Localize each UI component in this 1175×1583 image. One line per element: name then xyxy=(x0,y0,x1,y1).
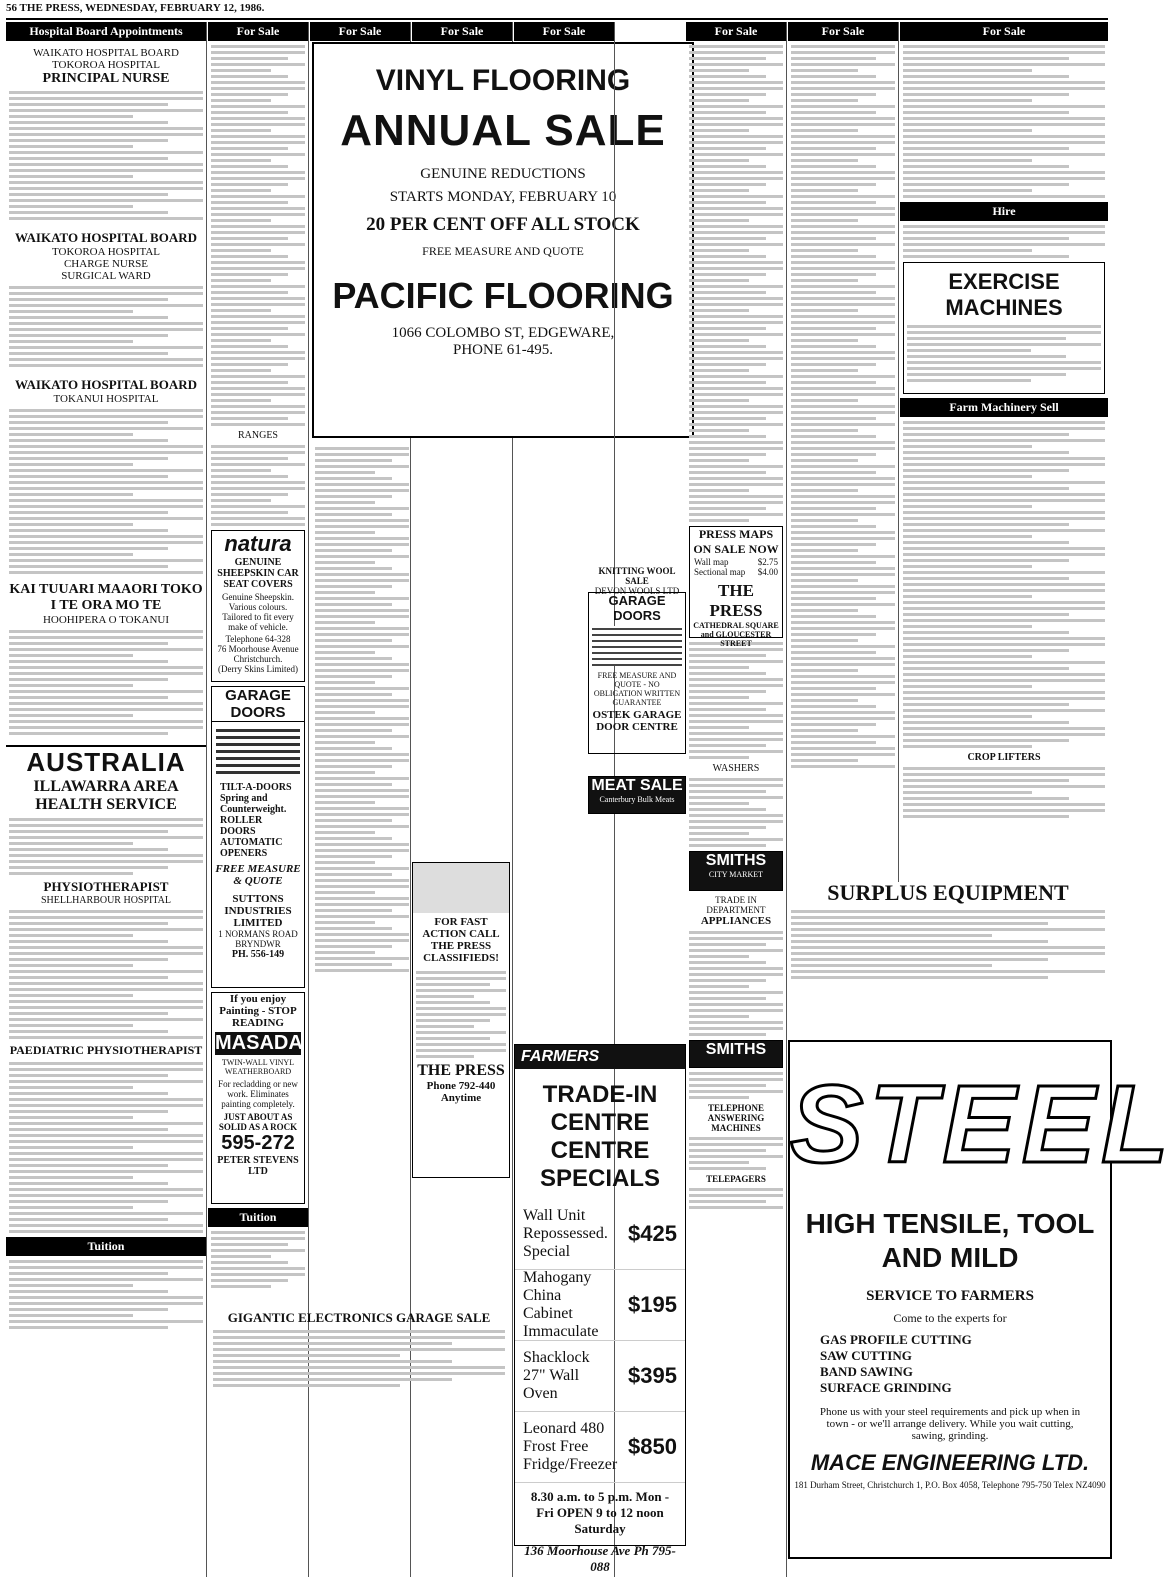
vinyl-line: GENUINE REDUCTIONS xyxy=(420,166,586,182)
natura-address: 76 Moorhouse Avenue Christchurch. xyxy=(217,644,299,664)
smiths-name: SMITHS xyxy=(705,1041,767,1058)
garage-door-illustration xyxy=(216,726,300,774)
vinyl-line: STARTS MONDAY, FEBRUARY 10 xyxy=(389,189,617,205)
classified-listings xyxy=(315,444,409,975)
natura-text: Genuine Sheepskin. Various colours. Tailored to fit every make of vehicle. xyxy=(222,592,294,632)
column-header: For Sale xyxy=(900,22,1108,41)
notice-heading: WAIKATO HOSPITAL BOARD xyxy=(33,47,179,59)
special-item xyxy=(515,1412,685,1483)
farmers-brand: FARMERS xyxy=(521,1048,600,1065)
garage-address: 1 NORMANS ROAD BRYNDWR xyxy=(218,929,298,949)
natura-title: GENUINE SHEEPSKIN CAR SEAT COVERS xyxy=(217,557,299,590)
classified-listings xyxy=(211,45,305,426)
masada-subtitle: TWIN-WALL VINYL WEATHERBOARD xyxy=(221,1058,295,1076)
vinyl-discount: 20 PER CENT OFF ALL STOCK xyxy=(366,214,640,235)
electronics-ad xyxy=(210,1310,508,1410)
press-maps-price: $2.75 xyxy=(757,557,778,567)
item-price: $395 xyxy=(628,1363,677,1388)
meat-sale-ad xyxy=(588,776,686,814)
ad-body xyxy=(791,910,1105,979)
notice-heading: WAIKATO HOSPITAL BOARD xyxy=(14,230,198,245)
vinyl-address: 1066 COLOMBO ST, EDGEWARE, xyxy=(391,325,615,341)
experts-line: Come to the experts for xyxy=(893,1311,1007,1326)
washers-heading: WASHERS xyxy=(712,763,760,774)
ad-body xyxy=(907,325,1101,382)
smiths-sub: CITY MARKET xyxy=(708,870,764,879)
masthead-text: 56 THE PRESS, WEDNESDAY, FEBRUARY 12, 1986. xyxy=(6,2,265,14)
notice-heading: TOKANUI HOSPITAL xyxy=(53,393,159,405)
classified-listings xyxy=(211,445,305,526)
steel-wordmark: STEEL xyxy=(790,1063,1175,1186)
classified-listings xyxy=(689,1072,783,1099)
notice-heading: ILLAWARRA AREA HEALTH SERVICE xyxy=(33,778,179,813)
farmers-specials: CENTRE SPECIALS xyxy=(539,1137,661,1192)
ostek-quote: FREE MEASURE AND QUOTE - NO OBLIGATION WRITTEN GUARANTEE xyxy=(593,671,681,707)
farmers-ad xyxy=(514,1044,686,1574)
column-hospital-appointments xyxy=(6,22,207,1577)
garage-title: GARAGE DOORS xyxy=(212,687,304,722)
column-header: For Sale xyxy=(514,22,614,41)
press-maps-label: Sectional map xyxy=(694,567,746,577)
service-item: GAS PROFILE CUTTING xyxy=(820,1332,972,1348)
garage-feature: TILT-A-DOORS Spring and Counterweight. xyxy=(220,782,292,815)
garage-feature: ROLLER DOORS xyxy=(220,815,263,837)
masada-ad xyxy=(211,992,305,1204)
press-maps-title: PRESS MAPS ON SALE NOW xyxy=(693,527,779,556)
meat-sale-subtitle: Canterbury Bulk Meats xyxy=(599,795,675,804)
item-name: Mahogany China Cabinet Immaculate xyxy=(523,1269,599,1340)
garage-company: SUTTONS INDUSTRIES LIMITED xyxy=(224,893,292,929)
farmers-address: 136 Moorhouse Ave Ph 795-088 xyxy=(524,1543,676,1574)
item-price: $850 xyxy=(628,1434,677,1459)
vinyl-phone: PHONE 61-495. xyxy=(453,342,553,358)
appliances-heading: APPLIANCES xyxy=(700,915,772,927)
section-header-tuition: Tuition xyxy=(6,1237,206,1256)
press-maps-label: Wall map xyxy=(694,557,729,567)
meat-sale-title: MEAT SALE xyxy=(591,777,683,794)
classified-listings xyxy=(903,225,1105,258)
classified-listings xyxy=(689,778,783,847)
masada-brand: MASADA xyxy=(215,1032,303,1054)
special-item xyxy=(515,1199,685,1270)
item-price: $195 xyxy=(628,1292,677,1317)
notice-heading: SHELLHARBOUR HOSPITAL xyxy=(40,895,172,906)
item-name: Shacklock 27" Wall Oven xyxy=(523,1349,590,1402)
item-name: Wall Unit Repossessed. Special xyxy=(523,1207,608,1260)
smiths-logo xyxy=(689,851,783,891)
ostek-company: OSTEK GARAGE DOOR CENTRE xyxy=(592,709,682,733)
vinyl-company: PACIFIC FLOORING xyxy=(332,275,674,316)
classified-listings xyxy=(689,1188,783,1209)
knitting-title: KNITTING WOOL SALE xyxy=(598,566,676,586)
classified-listings xyxy=(689,1137,783,1170)
body-text xyxy=(9,286,203,367)
body-text xyxy=(9,1062,203,1233)
ad-body xyxy=(213,1330,505,1387)
mace-logo: MACE ENGINEERING LTD. xyxy=(810,1450,1090,1476)
classified-listings xyxy=(903,767,1105,818)
notice-heading: TOKOROA HOSPITAL xyxy=(51,246,160,258)
column-header: For Sale xyxy=(208,22,308,41)
classified-listings xyxy=(791,45,895,768)
column-header: For Sale xyxy=(412,22,512,41)
service-heading: SERVICE TO FARMERS xyxy=(866,1288,1034,1305)
exercise-title: EXERCISE MACHINES xyxy=(945,269,1063,320)
telepagers-heading: TELEPAGERS xyxy=(706,1174,766,1184)
masada-callout: JUST ABOUT AS SOLID AS A ROCK xyxy=(218,1112,298,1132)
service-lines: Phone us with your steel requirements and pick up when in town - or we'll arrange delivery. While you wait cutting, sawing, grinding. xyxy=(819,1406,1081,1443)
garage-features xyxy=(212,778,304,863)
body-text xyxy=(9,630,203,735)
garage-feature: AUTOMATIC OPENERS xyxy=(220,837,283,859)
garage-door-illustration xyxy=(592,626,682,666)
column-for-sale-5 xyxy=(686,22,787,1577)
column-header: For Sale xyxy=(788,22,898,41)
column-for-sale-6 xyxy=(788,22,899,882)
notice-title: PAEDIATRIC PHYSIOTHERAPIST xyxy=(9,1043,203,1057)
smiths-name: SMITHS xyxy=(705,852,767,869)
body-text xyxy=(9,910,203,1039)
press-maps-name: THE PRESS xyxy=(709,581,763,620)
ostek-title: GARAGE DOORS xyxy=(608,593,666,623)
farmers-title: TRADE-IN CENTRE xyxy=(542,1081,658,1136)
classified-listings xyxy=(689,45,783,522)
column-header: For Sale xyxy=(686,22,786,41)
section-header-farm: Farm Machinery Sell xyxy=(900,398,1108,417)
service-item: SURFACE GRINDING xyxy=(820,1380,952,1396)
press-name: THE PRESS xyxy=(417,1062,505,1079)
press-maps-row xyxy=(690,557,782,567)
masada-headline: If you enjoy Painting - STOP READING xyxy=(219,993,297,1029)
natura-ad xyxy=(211,530,305,682)
natura-logo: natura xyxy=(224,531,292,556)
farmers-hours: 8.30 a.m. to 5 p.m. Mon - Fri OPEN 9 to 12 noon Saturday xyxy=(530,1489,670,1536)
body-text xyxy=(9,1260,203,1329)
notice-heading: TOKOROA HOSPITAL xyxy=(51,59,160,71)
garage-phone: PH. 556-149 xyxy=(231,949,285,960)
masada-phone: 595-272 xyxy=(221,1132,295,1154)
vinyl-title: VINYL FLOORING xyxy=(375,64,631,97)
special-item xyxy=(515,1270,685,1341)
notice-heading: KAI TUUARI MAAORI TOKO I TE ORA MO TE xyxy=(9,582,203,613)
notice-heading: WAIKATO HOSPITAL BOARD xyxy=(14,377,198,392)
section-header-hire: Hire xyxy=(900,202,1108,221)
masthead xyxy=(6,2,1108,20)
notice-title: PHYSIOTHERAPIST xyxy=(43,879,169,894)
notice-title: PRINCIPAL NURSE xyxy=(42,71,170,86)
press-phone: Phone 792-440 xyxy=(426,1080,496,1092)
notice-title: CHARGE NURSE xyxy=(63,258,149,270)
masada-company: PETER STEVENS LTD xyxy=(217,1155,299,1177)
classified-listings xyxy=(211,1231,305,1288)
trade-in-heading: TRADE IN DEPARTMENT xyxy=(706,895,766,915)
ad-body xyxy=(416,971,506,1058)
section-header-tuition: Tuition xyxy=(208,1208,308,1227)
phone-illustration xyxy=(413,863,509,913)
notice-heading: HOOHIPERA O TOKANUI xyxy=(42,614,170,626)
ostek-garage-ad xyxy=(588,592,686,754)
smiths-logo xyxy=(689,1040,783,1068)
classified-listings xyxy=(689,642,783,759)
electronics-headline: GIGANTIC ELECTRONICS GARAGE SALE xyxy=(227,1310,491,1325)
steel-tagline: HIGH TENSILE, TOOL AND MILD xyxy=(805,1208,1095,1273)
press-maps-address: CATHEDRAL SQUARE and GLOUCESTER STREET xyxy=(693,621,779,648)
press-maps-price: $4.00 xyxy=(757,567,778,577)
garage-quote: FREE MEASURE & QUOTE xyxy=(215,863,301,887)
natura-phone: Telephone 64-328 xyxy=(225,634,291,644)
vinyl-sale: ANNUAL SALE xyxy=(340,106,666,155)
press-classifieds-ad xyxy=(412,862,510,1178)
knitting-company: DEVON WOOLS LTD xyxy=(594,586,680,596)
classified-listings xyxy=(689,931,783,1036)
vinyl-flooring-ad xyxy=(312,42,694,438)
surplus-title: SURPLUS EQUIPMENT xyxy=(827,880,1069,905)
crop-lifters-heading: CROP LIFTERS xyxy=(967,752,1041,763)
service-list xyxy=(790,1326,1110,1402)
press-maps-ad xyxy=(689,526,783,648)
fast-action-text: FOR FAST ACTION CALL THE PRESS CLASSIFIEDS! xyxy=(422,916,500,964)
body-text xyxy=(9,818,203,875)
press-anytime: Anytime xyxy=(440,1092,482,1104)
notice-heading: AUSTRALIA xyxy=(26,747,186,777)
mace-address: 181 Durham Street, Christchurch 1, P.O. Box 4058, Telephone 795-750 Telex NZ4090 xyxy=(794,1480,1106,1491)
telephone-heading: TELEPHONE ANSWERING MACHINES xyxy=(707,1103,765,1133)
service-item: BAND SAWING xyxy=(820,1364,913,1380)
masada-tagline: For recladding or new work. Eliminates painting completely. xyxy=(218,1079,298,1109)
service-item: SAW CUTTING xyxy=(820,1348,912,1364)
surplus-equipment-ad xyxy=(788,880,1108,1010)
column-header: For Sale xyxy=(310,22,410,41)
natura-subtitle: (Derry Skins Limited) xyxy=(218,664,298,674)
special-item xyxy=(515,1341,685,1412)
column-header: Hospital Board Appointments xyxy=(6,22,206,41)
classified-listings xyxy=(903,45,1105,198)
body-text xyxy=(9,409,203,574)
item-price: $425 xyxy=(628,1221,677,1246)
exercise-machines-ad xyxy=(903,262,1105,394)
farmers-header xyxy=(515,1045,685,1069)
body-text xyxy=(9,91,203,220)
classified-listings xyxy=(903,421,1105,748)
press-maps-row xyxy=(690,567,782,577)
vinyl-line: FREE MEASURE AND QUOTE xyxy=(422,244,584,258)
garage-doors-ad xyxy=(211,686,305,988)
notice-title: SURGICAL WARD xyxy=(61,270,151,282)
item-name: Leonard 480 Frost Free Fridge/Freezer xyxy=(523,1420,618,1473)
ranges-heading: RANGES xyxy=(237,430,278,441)
mace-steel-ad xyxy=(788,1040,1175,1559)
